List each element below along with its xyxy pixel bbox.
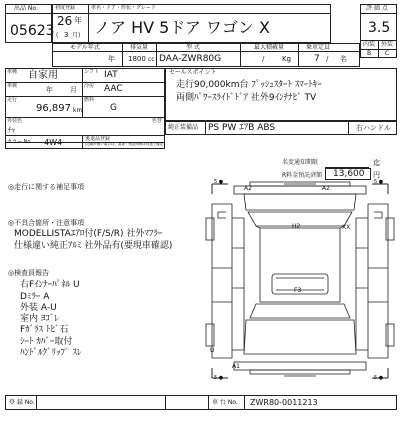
handle-position: 右ハンドル xyxy=(356,124,391,132)
car-name-label: 車名・ドア・形状・グレード xyxy=(91,5,156,11)
usage: 自家用 xyxy=(28,70,58,81)
capacity-slash: / xyxy=(326,55,329,63)
month-suffix: 月) xyxy=(72,32,81,39)
year-suffix: 年 xyxy=(74,16,82,25)
inspector-item: Dﾐﾗｰ A xyxy=(20,292,50,302)
month-open: ( xyxy=(56,32,59,39)
exterior-grade: C xyxy=(385,50,390,57)
model-code: DAA-ZWR80G xyxy=(159,54,222,64)
shift-label: シフト xyxy=(84,69,100,75)
inspector-item: ﾊﾝﾄﾞﾙｸﾞﾘｯﾌﾟ ｽﾚ xyxy=(20,348,82,358)
inspector-item: ｼｰﾄ ｶﾊﾞｰ取付 xyxy=(20,337,73,347)
mileage: 96,897 xyxy=(36,103,71,114)
car-name: ノア HV 5ドア ワゴン X xyxy=(94,18,270,37)
recycle-fee-unit: 円 xyxy=(373,171,380,179)
corner-mark-top-right: 5 ● xyxy=(374,179,384,185)
score-label: 評 価 点 xyxy=(366,5,388,12)
damage-xx: XX xyxy=(342,224,351,231)
month: 3 xyxy=(64,31,69,39)
defect-line-2: 仕様違い純正ｱﾙﾐ 社外品有(要現車確認) xyxy=(14,241,173,251)
supplement-title: ◎走行に関する補足事項 xyxy=(8,183,85,191)
name-change-label: 名変通知期限 xyxy=(282,159,319,166)
recycle-fee-label: R料金預託済額 xyxy=(282,172,323,179)
sales-point-line-2: 両側ﾊﾟﾜｰｽﾗｲﾄﾞﾄﾞｱ 社外9ｲﾝﾁﾅﾋﾞ TV xyxy=(176,93,317,103)
displacement-label: 排気量 xyxy=(130,44,149,51)
first-reg-label: 初度登録 xyxy=(55,5,76,11)
fuel: G xyxy=(110,103,117,113)
color-no-label: カラー No. xyxy=(7,139,32,145)
inspection-month: 月 xyxy=(70,86,77,94)
load-unit: Kg xyxy=(282,55,292,63)
ac: AAC xyxy=(104,84,123,94)
inspection-year: 年 xyxy=(46,86,53,94)
damage-f3: F3 xyxy=(294,287,302,294)
inspector-item: 室内 ﾖｺﾞﾚ xyxy=(20,314,59,324)
recycle-note: (記載が無い場合は、書類・保証関係は別途で確認) xyxy=(85,142,165,146)
model-year-suffix: 年 xyxy=(108,55,115,63)
recycle-fee: 13,600 xyxy=(333,169,365,179)
chassis-no: ZWR80-0011213 xyxy=(250,398,318,407)
capacity-unit: 名 xyxy=(340,55,347,63)
corner-mark-bottom-left: 5 ● xyxy=(214,375,224,381)
model-year-label: モデル年式 xyxy=(70,44,100,51)
exterior-label: 外装 xyxy=(381,41,394,48)
fuel-label: 燃料 xyxy=(84,97,95,103)
damage-u: U xyxy=(210,347,215,354)
car-damage-diagram xyxy=(204,178,396,384)
year-era: 26 xyxy=(57,14,73,28)
score: 3.5 xyxy=(368,20,391,36)
load-slash: / xyxy=(262,55,265,63)
defect-line-1: MODELLISTAｴｱﾛ付(F/S/R) 社外ﾏﾌﾗｰ xyxy=(14,229,163,239)
corner-mark-top-left: 5 ● xyxy=(214,179,224,185)
displacement-unit: cc xyxy=(148,56,155,63)
capacity-label: 乗車定員 xyxy=(306,44,331,51)
equipment-label: 純正装備品 xyxy=(168,124,199,131)
defect-title: ◎不具合箇所・注意事項 xyxy=(8,219,85,227)
lot-no-label: 出品 No. xyxy=(14,5,38,12)
name-change-suffix: 迄 xyxy=(373,159,380,167)
footer-box xyxy=(5,395,397,410)
ext-color-label: 外装色 xyxy=(7,118,23,124)
ext-color: ﾁｬ xyxy=(8,126,15,134)
inspector-item: 右Fｲﾝﾅｰﾊﾟﾈﾙ U xyxy=(20,280,80,290)
damage-a1: A1 xyxy=(232,363,240,370)
max-load-label: 最大積載量 xyxy=(254,44,285,51)
reg-no-label: 登 録 No. xyxy=(9,399,35,406)
corner-mark-bottom-right: 5 ● xyxy=(374,375,384,381)
usage-label: 車種 xyxy=(7,69,18,75)
damage-a2-right: A2 xyxy=(322,185,330,192)
sales-points-label: セールスポイント xyxy=(169,69,217,76)
interior-grade: B xyxy=(367,50,372,57)
inspector-item: Fｶﾞﾗｽ ﾄﾋﾞ石 xyxy=(20,325,69,335)
damage-h2: H2 xyxy=(292,223,301,230)
shift: IAT xyxy=(104,70,118,80)
chassis-label: 車 台 No. xyxy=(212,399,238,406)
damage-a2-left: A2 xyxy=(244,185,252,192)
mileage-unit: km xyxy=(73,107,83,114)
ac-label: 冷房 xyxy=(84,83,95,89)
inspector-title: ◎検査員報告 xyxy=(8,269,50,277)
type-label: 型 式 xyxy=(186,44,200,51)
drive: 4W4 xyxy=(44,138,63,147)
recycle-label: 後退品登録 xyxy=(85,136,111,142)
capacity: 7 xyxy=(314,54,320,64)
car-outline-svg xyxy=(204,178,396,384)
equipment-items: PS PW ｴｱB ABS xyxy=(208,123,276,133)
color-change-label: 色替 xyxy=(152,118,163,124)
inspection-label: 車検 xyxy=(7,83,18,89)
sales-point-line-1: 走行90,000km台 ﾌﾟｯｼｭｽﾀｰﾄ ｽﾏｰﾄｷｰ xyxy=(176,80,322,90)
interior-label: 内装 xyxy=(363,41,376,48)
inspector-item: 外装 A-U xyxy=(20,303,57,313)
lot-no: 05623 xyxy=(10,23,55,39)
displacement: 1800 xyxy=(128,55,146,63)
mileage-label: 走行 xyxy=(7,97,18,103)
